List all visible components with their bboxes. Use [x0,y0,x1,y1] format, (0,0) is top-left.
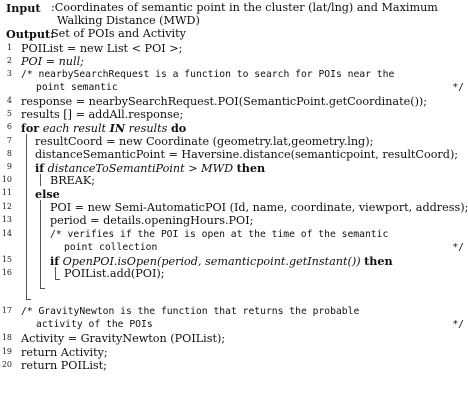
comment-line-14a: /* verifies if the POI is open at the time of the semantic [50,229,389,240]
comment-line-17a: /* GravityNewton is the function that returns the probable [21,306,360,317]
keyword-in: IN [109,121,126,135]
comment-line-17b: activity of the POIs [36,319,153,330]
else-block-rule [40,200,41,288]
line-number: 10 [1,175,12,184]
keyword-if: if [35,161,45,175]
line-number: 9 [6,162,12,171]
input-description-line2: Walking Distance (MWD) [57,14,200,27]
output-description: Set of POIs and Activity [51,27,186,40]
code-line-9 [35,161,265,175]
for-block-foot [26,299,31,300]
else-block-foot [40,288,45,289]
line-number: 1 [6,43,12,52]
line-number: 20 [1,360,12,369]
comment-line-14b: point collection [64,242,158,253]
line-number: 17 [1,306,12,315]
loop-variable: each result [42,122,107,135]
loop-collection: results [128,122,168,135]
comment-end-3: */ [452,82,464,93]
inner-if-condition: OpenPOI.isOpen(period, semanticpoint.getInstant()) [62,255,361,268]
code-line-20: return POIList; [21,359,107,372]
line-number: 4 [6,96,12,105]
for-block-rule [26,134,27,299]
input-label: Input [6,1,41,15]
code-line-16: POIList.add(POI); [64,267,165,280]
output-label: Output: [6,27,55,41]
line-number: 15 [1,255,12,264]
code-line-4: response = nearbySearchRequest.POI(SemanticPoint.getCoordinate()); [21,95,428,108]
inner-if-block-foot [55,279,60,280]
code-line-18: Activity = GravityNewton (POIList); [21,332,226,345]
line-number: 6 [6,122,12,131]
keyword-then: then [236,161,266,175]
code-line-1: POIList = new List < POI >; [21,42,183,55]
comment-line-3a: /* nearbySearchRequest is a function to search for POIs near the [21,69,395,80]
code-line-13: period = details.openingHours.POI; [50,214,254,227]
line-number: 12 [1,202,12,211]
line-number: 11 [1,188,12,197]
if-block-rule [40,174,41,186]
line-number: 14 [1,229,12,238]
comment-line-3b: point semantic [36,82,118,93]
keyword-do: do [170,121,187,135]
line-number: 5 [6,109,12,118]
keyword-for: for [21,121,40,135]
line-number: 7 [6,136,12,145]
comment-end-17: */ [452,319,464,330]
line-number: 3 [6,69,12,78]
line-number: 2 [6,56,12,65]
code-line-6 [21,121,186,135]
comment-end-14: */ [452,242,464,253]
line-number: 18 [1,333,12,342]
code-line-5: results [] = addAll.response; [21,108,184,121]
code-line-10: BREAK; [50,174,96,187]
code-line-11: else [35,187,60,201]
line-number: 19 [1,347,12,356]
code-line-2: POI = null; [21,55,84,68]
code-line-19: return Activity; [21,346,108,359]
code-line-8: distanceSemanticPoint = Haversine.distance(semanticpoint, resultCoord); [35,148,459,161]
line-number: 8 [6,149,12,158]
inner-if-block-rule [55,267,56,279]
line-number: 13 [1,215,12,224]
keyword-then: then [364,254,393,268]
code-line-15 [50,254,393,268]
input-description-line1: :Coordinates of semantic point in the cluster (lat/lng) and Maximum [51,1,438,14]
if-condition: distanceToSemantiPoint > MWD [47,162,234,175]
line-number: 16 [1,268,12,277]
code-line-12: POI = new Semi-AutomaticPOI (Id, name, coordinate, viewport, address); [50,201,468,214]
code-line-7: resultCoord = new Coordinate (geometry.lat,geometry.lng); [35,135,374,148]
keyword-if: if [50,254,60,268]
